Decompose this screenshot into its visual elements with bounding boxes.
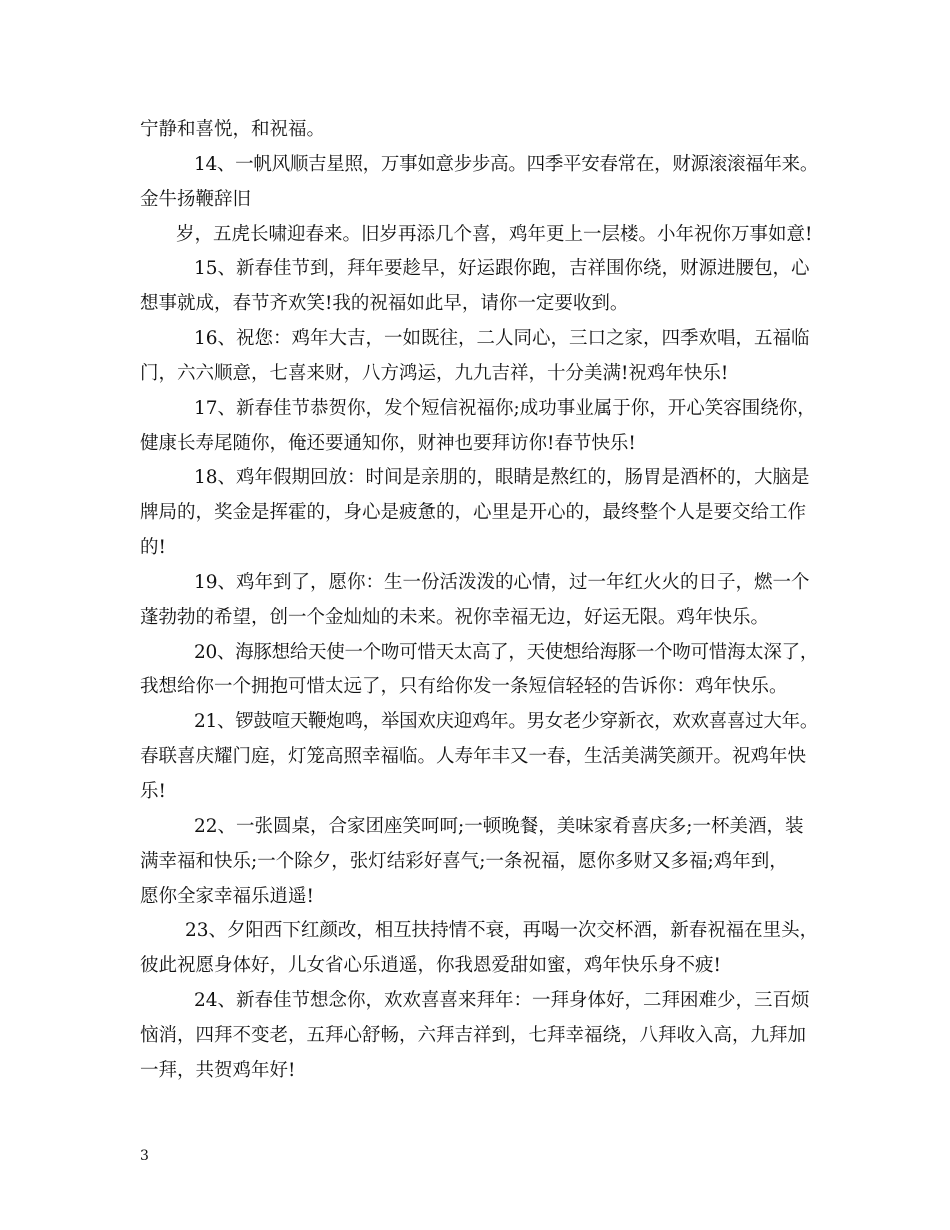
text-line: 14、一帆风顺吉星照，万事如意步步高。四季平安春常在，财源滚滚福年来。 [194, 154, 819, 175]
text-line: 牌局的，奖金是挥霍的，身心是疲惫的，心里是开心的，最终整个人是要交给工作 [140, 502, 807, 523]
page-number: 3 [140, 1148, 149, 1164]
text-line: 想事就成，春节齐欢笑!我的祝福如此早，请你一定要收到。 [140, 293, 629, 314]
text-line: 蓬勃勃的希望，创一个金灿灿的未来。祝你幸福无边，好运无限。鸡年快乐。 [140, 607, 770, 628]
text-line: 23、夕阳西下红颜改，相互扶持情不衰，再喝一次交杯酒，新春祝福在里头， [185, 920, 819, 941]
text-line: 一拜，共贺鸡年好! [140, 1060, 296, 1081]
text-line: 岁，五虎长啸迎春来。旧岁再添几个喜，鸡年更上一层楼。小年祝你万事如意! [176, 224, 813, 245]
text-line: 金牛扬鞭辞旧 [140, 189, 252, 210]
text-line: 春联喜庆耀门庭，灯笼高照幸福临。人寿年丰又一春，生活美满笑颜开。祝鸡年快 [140, 746, 807, 767]
text-line: 满幸福和快乐;一个除夕，张灯结彩好喜气;一条祝福，愿你多财又多福;鸡年到， [140, 851, 788, 872]
text-line: 15、新春佳节到，拜年要趁早，好运跟你跑，吉祥围你绕，财源进腰包，心 [194, 258, 810, 279]
text-line: 恼消，四拜不变老，五拜心舒畅，六拜吉祥到，七拜幸福绕，八拜收入高，九拜加 [140, 1025, 807, 1046]
text-line: 健康长寿尾随你，俺还要通知你，财神也要拜访你!春节快乐! [140, 433, 636, 454]
text-line: 愿你全家幸福乐逍遥! [140, 886, 314, 907]
text-line: 的! [140, 537, 166, 558]
text-line: 门，六六顺意，七喜来财，八方鸿运，九九吉祥，十分美满!祝鸡年快乐! [140, 363, 729, 384]
text-line: 彼此祝愿身体好，儿女省心乐逍遥，你我恩爱甜如蜜，鸡年快乐身不疲! [140, 955, 721, 976]
text-line: 20、海豚想给天使一个吻可惜天太高了，天使想给海豚一个吻可惜海太深了， [194, 642, 819, 663]
text-line: 宁静和喜悦，和祝福。 [140, 119, 326, 140]
text-line: 18、鸡年假期回放：时间是亲朋的，眼睛是熬红的，肠胃是酒杯的，大脑是 [194, 467, 810, 488]
text-line: 我想给你一个拥抱可惜太远了，只有给你发一条短信轻轻的告诉你：鸡年快乐。 [140, 676, 788, 697]
text-line: 21、锣鼓喧天鞭炮鸣，举国欢庆迎鸡年。男女老少穿新衣，欢欢喜喜过大年。 [194, 711, 819, 732]
text-line: 16、祝您：鸡年大吉，一如既往，二人同心，三口之家，四季欢唱，五福临 [194, 328, 810, 349]
text-line: 17、新春佳节恭贺你，发个短信祝福你;成功事业属于你，开心笑容围绕你， [194, 398, 816, 419]
text-line: 22、一张圆桌，合家团座笑呵呵;一顿晚餐，美味家肴喜庆多;一杯美酒，装 [194, 816, 804, 837]
text-line: 乐! [140, 781, 166, 802]
text-line: 19、鸡年到了，愿你：生一份活泼泼的心情，过一年红火火的日子，燃一个 [194, 572, 810, 593]
text-line: 24、新春佳节想念你，欢欢喜喜来拜年：一拜身体好，二拜困难少，三百烦 [194, 990, 810, 1011]
